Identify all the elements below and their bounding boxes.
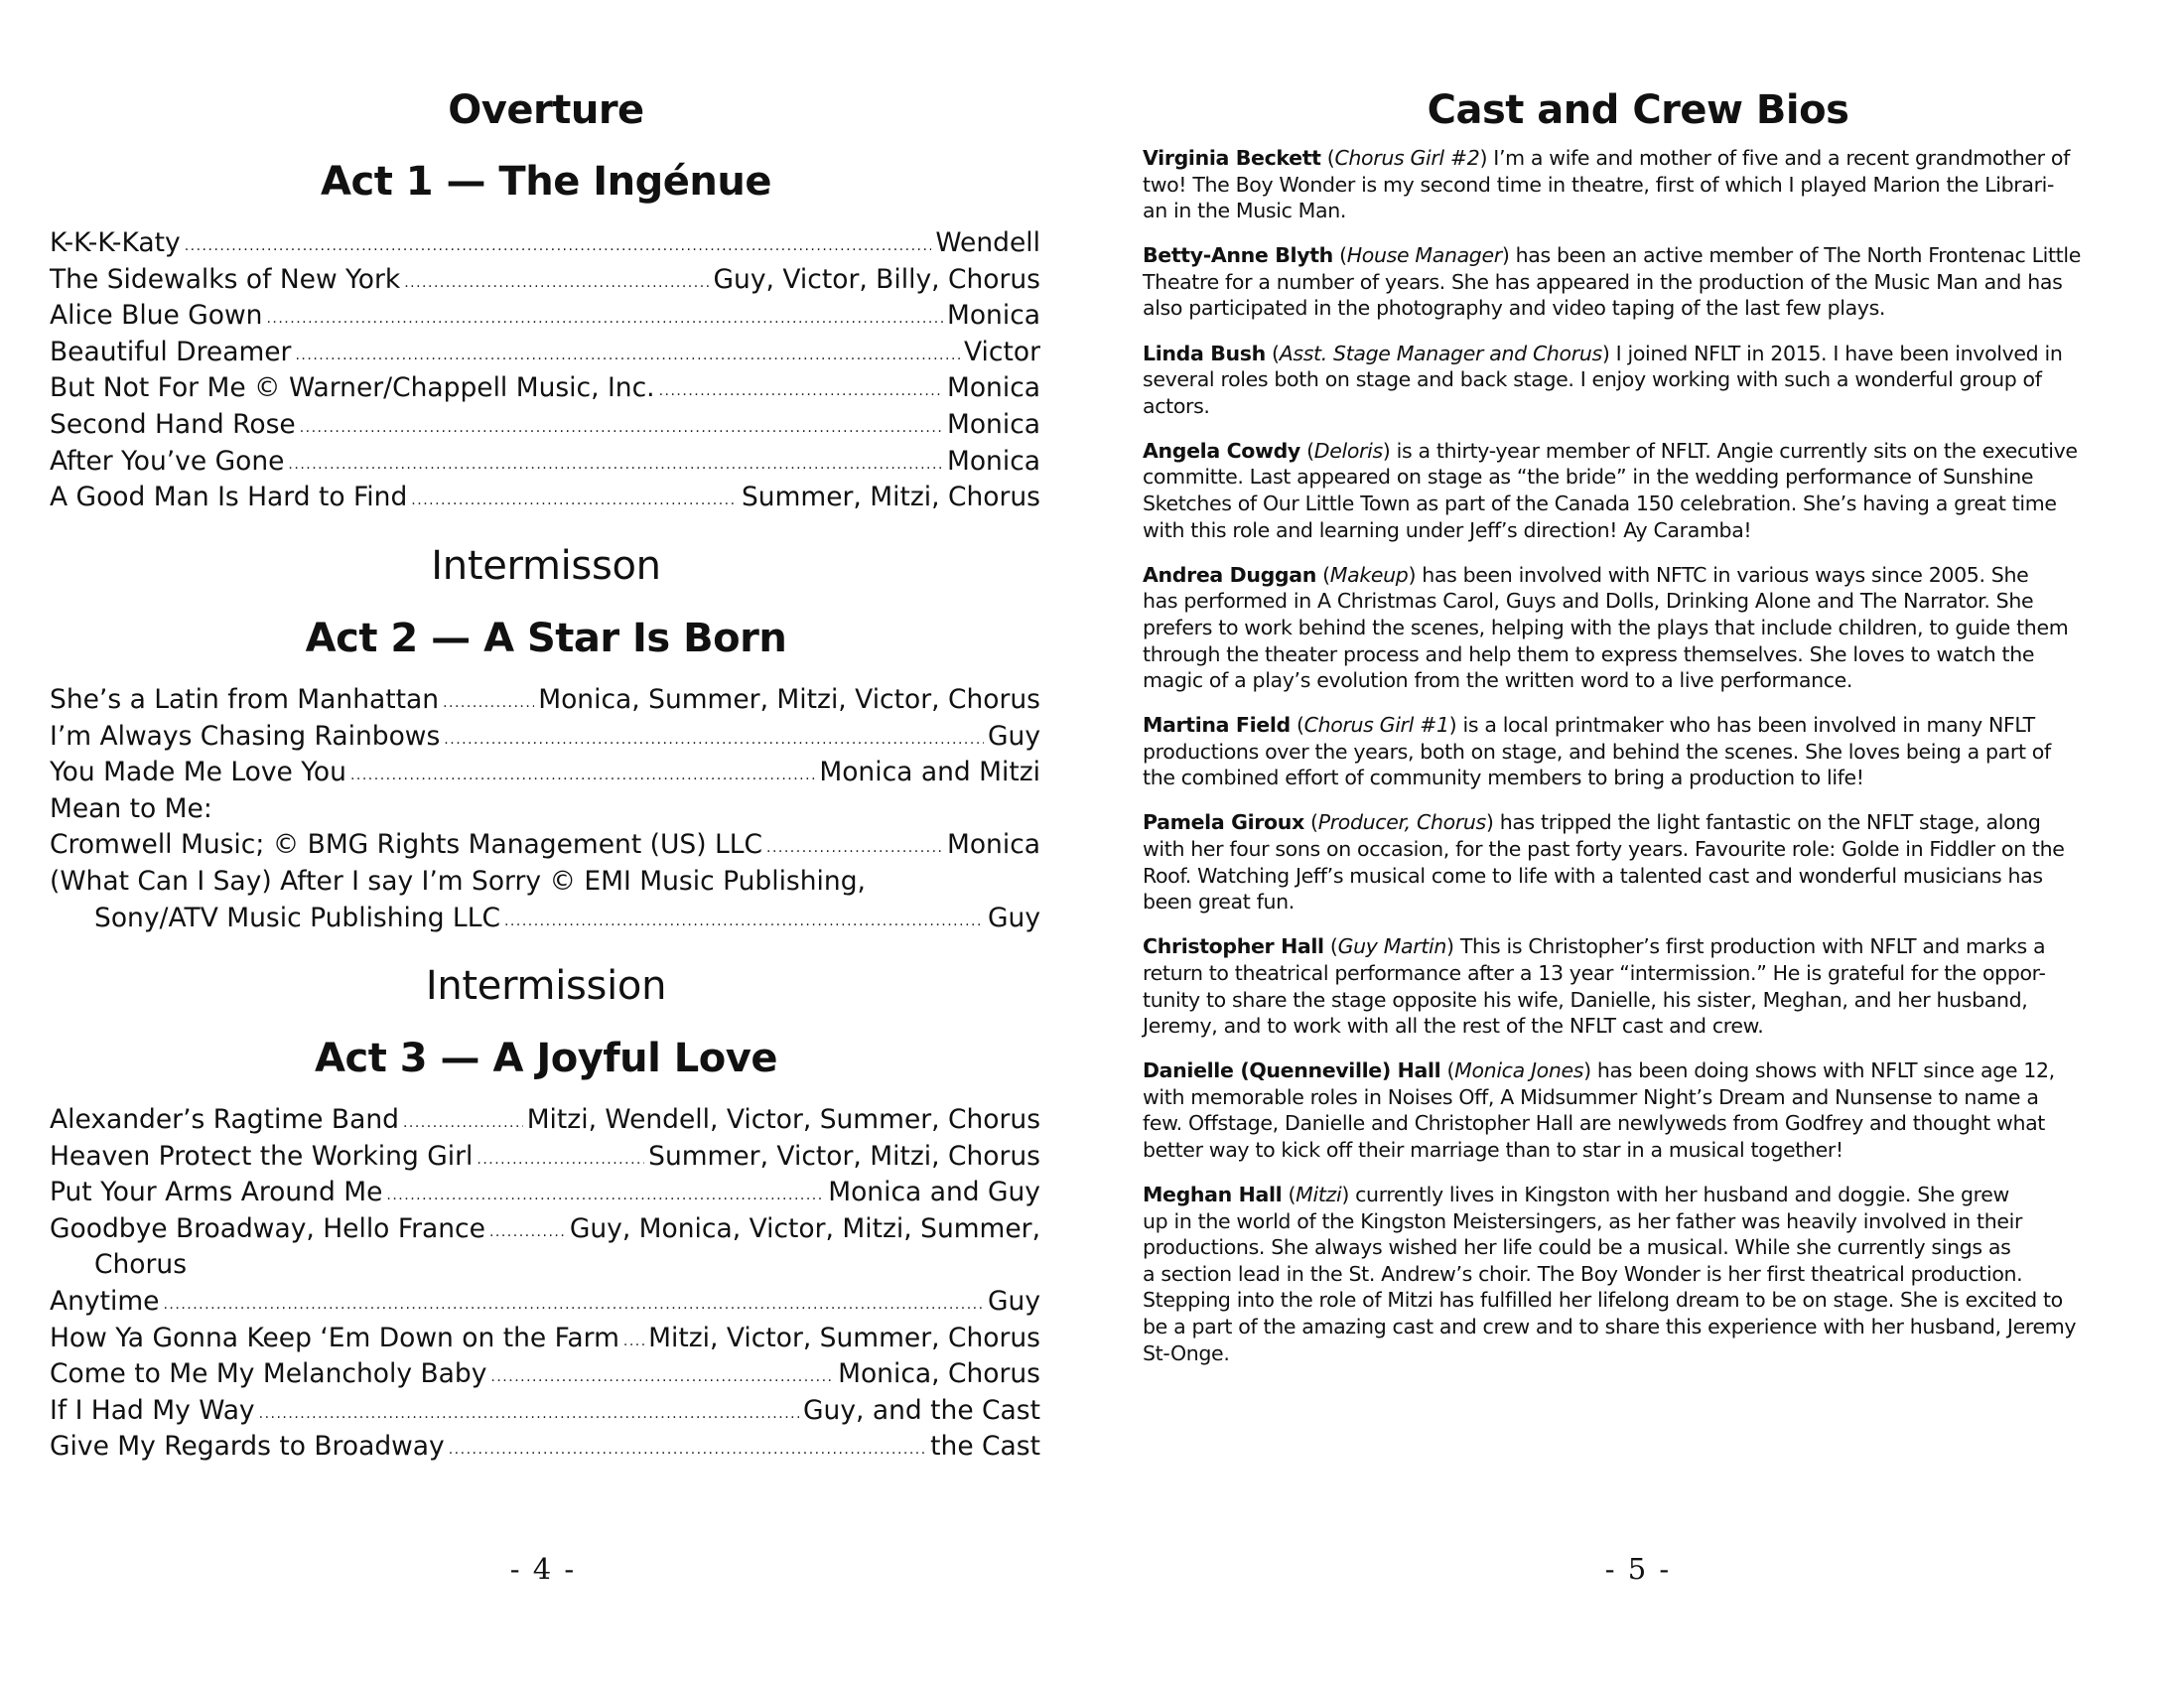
bio-line: a section lead in the St. Andrew’s choir. The Boy Wonder is her first theatrical production. (1143, 1261, 2023, 1286)
bio-entry (1143, 933, 2125, 1039)
program-page-5 (1092, 0, 2184, 1688)
overture-heading: Overture (448, 87, 644, 133)
song-row (50, 901, 1040, 937)
song-row (50, 1429, 1040, 1466)
song-title: The Sidewalks of New York (50, 263, 401, 295)
bio-name: Angela Cowdy (1143, 438, 1300, 463)
song-performers: Guy, Victor, Billy, Chorus (713, 263, 1040, 295)
song-performers: Monica, Chorus (838, 1358, 1040, 1390)
bio-text: has been involved with NFTC in various ways since 2005. She (1416, 562, 2029, 587)
song-performers: Guy (987, 902, 1040, 933)
song-title: Goodbye Broadway, Hello France (50, 1212, 485, 1244)
bio-line: Jeremy, and to work with all the rest of the NFLT cast and crew. (1143, 1014, 1764, 1039)
dot-leader (300, 410, 943, 447)
song-title: Alice Blue Gown (50, 300, 263, 332)
song-row (50, 791, 1040, 828)
dot-leader (489, 1214, 566, 1251)
bios-list (1143, 145, 2125, 1385)
bio-name: Betty-Anne Blyth (1143, 243, 1333, 268)
song-title: Put Your Arms Around Me (50, 1177, 383, 1208)
bio-line: tunity to share the stage opposite his wife, Danielle, his sister, Meghan, and her husband, (1143, 987, 2028, 1012)
act-2-heading: Act 2 — A Star Is Born (305, 616, 787, 661)
bio-text: is a thirty-year member of NFLT. Angie currently sits on the executive (1390, 438, 2078, 463)
song-row (50, 1211, 1040, 1248)
song-row (50, 1139, 1040, 1176)
song-title: Come to Me My Melancholy Baby (50, 1358, 487, 1390)
song-row (50, 719, 1040, 756)
role-open-paren: ( (1265, 341, 1280, 365)
role-open-paren: ( (1440, 1058, 1455, 1083)
bio-line: prefers to work behind the scenes, helping with the plays that include children, to guide them (1143, 615, 2069, 639)
bio-entry (1143, 438, 2125, 543)
song-performers: Guy, Monica, Victor, Mitzi, Summer, (569, 1212, 1040, 1244)
role-close-paren: ) (1448, 713, 1457, 738)
song-row (50, 407, 1040, 444)
bio-line: with this role and learning under Jeff’s direction! Ay Caramba! (1143, 517, 1752, 542)
bio-role: Monica Jones (1454, 1058, 1584, 1083)
bio-line: also participated in the photography and video taping of the last few plays. (1143, 296, 1886, 321)
dot-leader (623, 1324, 644, 1360)
role-close-paren: ) (1446, 934, 1454, 959)
song-title: A Good Man Is Hard to Find (50, 482, 408, 513)
dot-leader (659, 373, 943, 410)
bio-line: an in the Music Man. (1143, 199, 1347, 223)
song-title: (What Can I Say) After I say I’m Sorry © EMI Music Publishing, (50, 865, 866, 897)
song-row (50, 480, 1040, 516)
bio-entry (1143, 809, 2125, 914)
role-open-paren: ( (1323, 934, 1338, 959)
song-performers: Mitzi, Wendell, Victor, Summer, Chorus (526, 1104, 1040, 1135)
bio-role: Deloris (1313, 438, 1383, 463)
bio-line: been great fun. (1143, 890, 1295, 914)
bio-line: several roles both on stage and back stage. I enjoy working with such a wonderful group of (1143, 367, 2042, 392)
song-performers: Monica (946, 372, 1040, 404)
song-performers: Monica and Mitzi (819, 757, 1040, 788)
role-open-paren: ( (1332, 243, 1347, 268)
bio-entry (1143, 712, 2125, 791)
song-performers: Monica (946, 445, 1040, 477)
song-title: She’s a Latin from Manhattan (50, 684, 440, 715)
song-performers: Summer, Mitzi, Chorus (741, 482, 1040, 513)
song-performers: Guy (987, 1285, 1040, 1317)
song-title: But Not For Me © Warner/Chappell Music, Inc. (50, 372, 655, 404)
bio-line: Stepping into the role of Mitzi has fulfilled her lifelong dream to be on stage. She is excited to (1143, 1288, 2063, 1313)
role-close-paren: ) (1501, 243, 1510, 268)
bio-text: is a local printmaker who has been involved in many NFLT (1456, 713, 2035, 738)
bio-role: House Manager (1346, 243, 1502, 268)
bio-text: This is Christopher’s first production with NFLT and marks a (1453, 934, 2046, 959)
song-row (50, 1393, 1040, 1430)
bio-role: Producer, Chorus (1317, 810, 1486, 835)
bio-line: up in the world of the Kingston Meistersingers, as her father was heavily involved in their (1143, 1208, 2023, 1233)
bio-line: with memorable roles in Noises Off, A Midsummer Night’s Dream and Nunsense to name a (1143, 1084, 2039, 1109)
song-row (50, 370, 1040, 407)
dot-leader (443, 685, 534, 722)
song-title: Sony/ATV Music Publishing LLC (94, 902, 500, 933)
bio-name: Christopher Hall (1143, 934, 1324, 959)
song-title: You Made Me Love You (50, 757, 346, 788)
song-row (50, 864, 1040, 901)
bio-line (1143, 1182, 2125, 1208)
bio-line: Sketches of Our Little Town as part of the Canada 150 celebration. She’s having a great time (1143, 492, 2057, 516)
song-performers: Monica, Summer, Mitzi, Victor, Chorus (538, 684, 1040, 715)
dot-leader (185, 228, 932, 265)
song-title: Chorus (94, 1249, 188, 1281)
song-row (50, 298, 1040, 335)
dot-leader (350, 758, 815, 794)
song-row (50, 682, 1040, 719)
dot-leader (477, 1142, 644, 1179)
role-open-paren: ( (1315, 562, 1330, 587)
song-title: K-K-K-Katy (50, 227, 181, 258)
bio-line: through the theater process and help them to express themselves. She loves to watch the (1143, 641, 2035, 666)
bio-name: Andrea Duggan (1143, 562, 1316, 587)
bio-role: Chorus Girl #1 (1303, 713, 1449, 738)
song-performers: Guy, and the Cast (803, 1394, 1040, 1426)
page-number: - 4 - (509, 1552, 577, 1586)
song-row (50, 827, 1040, 864)
bio-entry (1143, 1057, 2125, 1163)
song-title: Heaven Protect the Working Girl (50, 1140, 474, 1172)
intermission-1-heading: Intermisson (431, 543, 661, 589)
song-title: How Ya Gonna Keep ‘Em Down on the Farm (50, 1322, 619, 1353)
song-performers: Summer, Victor, Mitzi, Chorus (648, 1140, 1040, 1172)
bio-line (1143, 933, 2125, 960)
bio-line: magic of a play’s evolution from the written word to a live performance. (1143, 668, 1853, 693)
dot-leader (766, 830, 943, 867)
act-2-song-list (50, 682, 1040, 936)
bio-name: Martina Field (1143, 713, 1291, 738)
song-row (50, 1175, 1040, 1211)
bio-line: return to theatrical performance after a 13 year “intermission.” He is grateful for the oppor- (1143, 960, 2046, 985)
song-performers: Victor (964, 336, 1040, 367)
song-title: Second Hand Rose (50, 408, 296, 440)
bio-line (1143, 1057, 2125, 1084)
bio-entry (1143, 242, 2125, 322)
act-3-song-list (50, 1102, 1040, 1466)
bio-entry (1143, 1182, 2125, 1366)
song-row (50, 225, 1040, 262)
dot-leader (411, 483, 738, 519)
role-close-paren: ) (1408, 562, 1417, 587)
bio-text: I joined NFLT in 2015. I have been involved in (1609, 341, 2063, 365)
dot-leader (288, 447, 943, 484)
song-performers: Monica and Guy (828, 1177, 1040, 1208)
dot-leader (163, 1287, 984, 1324)
dot-leader (266, 301, 943, 338)
bio-name: Linda Bush (1143, 341, 1266, 365)
song-title: If I Had My Way (50, 1394, 255, 1426)
cast-crew-bios-heading: Cast and Crew Bios (1427, 87, 1849, 133)
bio-text: has been an active member of The North Frontenac Little (1509, 243, 2081, 268)
role-close-paren: ) (1601, 341, 1610, 365)
song-performers: Wendell (935, 227, 1040, 258)
dot-leader (403, 1105, 523, 1142)
bio-role: Mitzi (1296, 1183, 1342, 1207)
bio-name: Danielle (Quenneville) Hall (1143, 1058, 1441, 1083)
bio-line (1143, 145, 2125, 172)
bio-line: with her four sons on occasion, for the past forty years. Favourite role: Golde in Fiddler on the (1143, 837, 2065, 862)
bio-line: has performed in A Christmas Carol, Guys and Dolls, Drinking Alone and The Narrator. She (1143, 589, 2034, 614)
role-open-paren: ( (1320, 146, 1335, 170)
role-open-paren: ( (1299, 438, 1314, 463)
role-close-paren: ) (1382, 438, 1391, 463)
bio-line (1143, 712, 2125, 739)
bio-line: Theatre for a number of years. She has appeared in the production of the Music Man and has (1143, 269, 2063, 294)
bio-text: has tripped the light fantastic on the NFLT stage, along (1493, 810, 2041, 835)
bio-text: currently lives in Kingston with her husband and doggie. She grew (1348, 1183, 2009, 1207)
act-1-heading: Act 1 — The Ingénue (321, 159, 771, 205)
bio-name: Pamela Giroux (1143, 810, 1304, 835)
act-1-song-list (50, 225, 1040, 516)
role-close-paren: ) (1341, 1183, 1349, 1207)
bio-line: Roof. Watching Jeff’s musical come to life with a talented cast and wonderful musicians has (1143, 863, 2043, 888)
song-performers: the Cast (930, 1431, 1040, 1463)
bio-text: has been doing shows with NFLT since age 12, (1590, 1058, 2055, 1083)
bio-role: Chorus Girl #2 (1334, 146, 1480, 170)
dot-leader (259, 1396, 799, 1433)
dot-leader (295, 338, 960, 374)
song-performers: Monica (946, 829, 1040, 861)
bio-line (1143, 242, 2125, 269)
role-open-paren: ( (1290, 713, 1304, 738)
bio-line: few. Offstage, Danielle and Christopher Hall are newlyweds from Godfrey and thought what (1143, 1111, 2045, 1136)
song-title: Mean to Me: (50, 792, 212, 824)
song-title: Anytime (50, 1285, 160, 1317)
dot-leader (449, 1432, 926, 1469)
bio-text: I’m a wife and mother of five and a recent grandmother of (1487, 146, 2070, 170)
bio-line: productions over the years, both on stage, and behind the scenes. She loves being a part of (1143, 739, 2051, 764)
role-close-paren: ) (1479, 146, 1488, 170)
song-title: After You’ve Gone (50, 445, 285, 477)
role-open-paren: ( (1303, 810, 1318, 835)
song-row (50, 755, 1040, 791)
song-row (50, 1321, 1040, 1357)
dot-leader (490, 1359, 834, 1396)
bio-line (1143, 562, 2125, 589)
song-title: Give My Regards to Broadway (50, 1431, 445, 1463)
dot-leader (404, 265, 709, 302)
bio-name: Meghan Hall (1143, 1183, 1283, 1207)
bio-role: Guy Martin (1337, 934, 1446, 959)
role-close-paren: ) (1485, 810, 1494, 835)
dot-leader (444, 722, 984, 759)
song-row (50, 1247, 1040, 1284)
bio-line: St-Onge. (1143, 1340, 1230, 1365)
bio-line (1143, 341, 2125, 367)
intermission-2-heading: Intermission (425, 963, 667, 1009)
page-number: - 5 - (1604, 1552, 1672, 1586)
song-title: Alexander’s Ragtime Band (50, 1104, 399, 1135)
bio-line: committe. Last appeared on stage as “the bride” in the wedding performance of Sunshine (1143, 465, 2034, 490)
song-performers: Guy (987, 720, 1040, 752)
bio-line: the combined effort of community members to bring a production to life! (1143, 766, 1864, 790)
bio-line: be a part of the amazing cast and crew and to share this experience with her husband, Jeremy (1143, 1315, 2077, 1339)
bio-entry (1143, 341, 2125, 420)
bio-line: productions. She always wished her life could be a musical. While she currently sings as (1143, 1235, 2011, 1260)
song-row (50, 335, 1040, 371)
song-performers: Monica (946, 300, 1040, 332)
bio-line: better way to kick off their marriage than to star in a musical together! (1143, 1138, 1843, 1162)
bio-entry (1143, 562, 2125, 694)
song-row (50, 1356, 1040, 1393)
song-title: I’m Always Chasing Rainbows (50, 720, 441, 752)
bio-entry (1143, 145, 2125, 224)
song-row (50, 1284, 1040, 1321)
bio-line (1143, 438, 2125, 465)
song-performers: Mitzi, Victor, Summer, Chorus (648, 1322, 1040, 1353)
song-title: Beautiful Dreamer (50, 336, 292, 367)
song-title: Cromwell Music; © BMG Rights Management (US) LLC (50, 829, 762, 861)
bio-line: two! The Boy Wonder is my second time in theatre, first of which I played Marion the Librari- (1143, 172, 2055, 197)
bio-role: Asst. Stage Manager and Chorus (1279, 341, 1602, 365)
role-open-paren: ( (1282, 1183, 1297, 1207)
song-performers: Monica (946, 408, 1040, 440)
song-row (50, 262, 1040, 299)
dot-leader (386, 1178, 824, 1214)
song-row (50, 1102, 1040, 1139)
bio-role: Makeup (1329, 562, 1409, 587)
role-close-paren: ) (1583, 1058, 1591, 1083)
dot-leader (504, 904, 984, 940)
act-3-heading: Act 3 — A Joyful Love (315, 1036, 777, 1081)
bio-name: Virginia Beckett (1143, 146, 1321, 170)
bio-line (1143, 809, 2125, 836)
song-row (50, 444, 1040, 481)
bio-line: actors. (1143, 393, 1210, 418)
